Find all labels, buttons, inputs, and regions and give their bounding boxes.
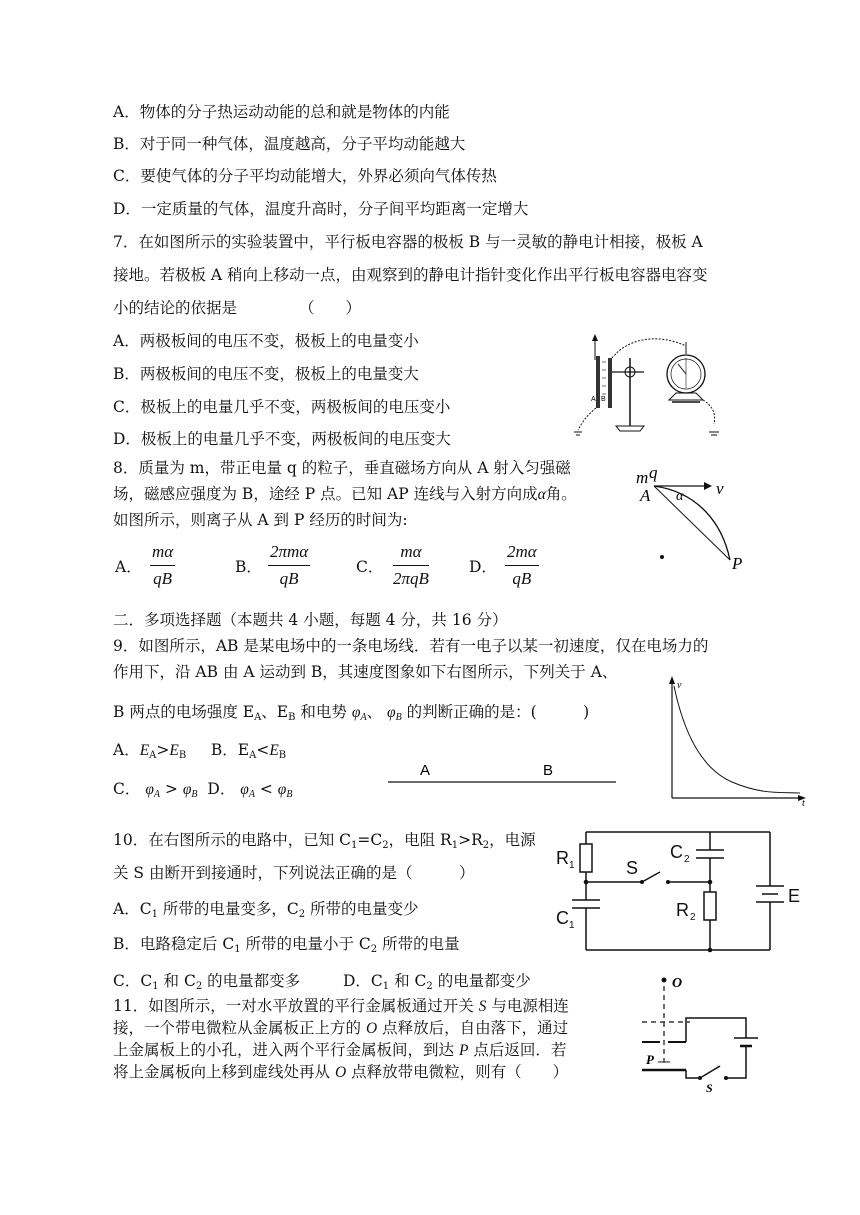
q10-option-d: D．$C_1$ 和 $C_2$ 的电量都变少 [343, 972, 531, 992]
q9-stem-line1: 9．如图所示，AB 是某电场中的一条电场线．若有一电子以某一初速度，仅在电场力的 [113, 637, 709, 655]
svg-text:R: R [556, 848, 569, 868]
svg-text:C: C [670, 842, 683, 862]
q8-option-b-label: B． [235, 558, 262, 576]
q8-option-c-formula: mα 2πqB [393, 542, 429, 588]
svg-text:A: A [640, 486, 651, 505]
q6-option-c: C．要使气体的分子平均动能增大，外界必须向气体传热 [113, 167, 497, 185]
q10-stem-line1: 10．在右图所示的电路中，已知 $C_1=C_2$，电阻 $R_1>R_2$，电源 [113, 831, 536, 851]
q10-option-a: A．$C_1$ 所带的电量变多，$C_2$ 所带的电量变少 [113, 900, 419, 920]
section-title: 二．多项选择题（本题共 4 小题，每题 4 分，共 16 分） [113, 611, 508, 629]
q11-stem-line3: 上金属板上的小孔，进入两个平行金属板间，到达 P 点后返回．若 [113, 1041, 567, 1059]
svg-text:1: 1 [569, 860, 575, 871]
svg-text:m: m [636, 468, 649, 487]
svg-text:E: E [788, 886, 801, 906]
svg-text:A: A [591, 396, 596, 403]
q7-electrometer-figure [568, 328, 733, 443]
q11-stem-line2: 接，一个带电微粒从金属板正上方的 O 点释放后，自由落下，通过 [113, 1019, 569, 1037]
q10-circuit-diagram [552, 826, 812, 956]
svg-text:2: 2 [690, 912, 696, 923]
svg-text:P: P [646, 1052, 654, 1067]
q8-option-a-formula: mα qB [152, 542, 174, 588]
q7-stem-line2: 接地。若极板 A 稍向上移动一点，由观察到的静电计指针变化作出平行板电容器电容变 [113, 266, 708, 284]
svg-text:S: S [706, 1081, 713, 1095]
q8-option-c-label: C． [356, 558, 384, 576]
svg-text:v: v [677, 680, 682, 691]
q9-field-line-figure [388, 760, 618, 790]
q11-plates-figure [640, 966, 780, 1096]
q9-option-ab: A．$E_A>E_B$ B．$E_A<E_B$ [113, 741, 287, 761]
q10-stem-line2: 关 S 由断开到接通时，下列说法正确的是（ ） [113, 864, 475, 882]
svg-text:2: 2 [684, 854, 690, 865]
q8-option-d-label: D． [469, 558, 497, 576]
q8-trajectory-figure [632, 462, 772, 577]
q11-stem-line4: 将上金属板向上移到虚线处再从 O 点释放带电微粒，则有（ ） [113, 1063, 569, 1081]
svg-text:B: B [543, 762, 554, 779]
q9-option-cd: C． $\varphi_A > \varphi_B$ D． $\varphi_A < \varphi_B$ [113, 780, 293, 800]
svg-text:α: α [676, 489, 684, 504]
q7-option-b: B．两极板间的电压不变，极板上的电量变大 [113, 365, 419, 383]
q9-stem-line3: B 两点的电场强度 $E_A$、$E_B$ 和电势 $\varphi_A$、 $\varphi_B$ 的判断正确的是：( ) [113, 703, 590, 723]
svg-text:C: C [556, 908, 569, 928]
q8-stem-line3: 如图所示，则离子从 A 到 P 经历的时间为: [113, 511, 408, 529]
q7-option-a: A．两极板间的电压不变，极板上的电量变小 [113, 332, 419, 350]
svg-text:O: O [672, 976, 683, 991]
q10-option-b: B．电路稳定后 $C_1$ 所带的电量小于 $C_2$ 所带的电量 [113, 935, 460, 955]
svg-text:S: S [626, 858, 639, 878]
q9-velocity-graph [662, 674, 812, 809]
svg-text:v: v [716, 479, 724, 498]
q6-option-a: A．物体的分子热运动动能的总和就是物体的内能 [113, 103, 450, 121]
svg-text:R: R [676, 900, 689, 920]
q7-stem-line1: 7．在如图所示的实验装置中，平行板电容器的极板 B 与一灵敏的静电计相接，极板 A [113, 233, 703, 251]
svg-text:q: q [649, 463, 658, 482]
q8-option-b-formula: 2πmα qB [270, 542, 309, 588]
q8-stem-line2: 场，磁感应强度为 B，途经 P 点。已知 AP 连线与入射方向成α角。 [113, 485, 577, 503]
q8-option-d-formula: 2mα qB [507, 542, 537, 588]
svg-text:1: 1 [569, 920, 575, 931]
q7-option-d: D．极板上的电量几乎不变，两极板间的电压变大 [113, 430, 451, 448]
q10-option-c: C．$C_1$ 和 $C_2$ 的电量都变多 [113, 972, 301, 992]
q9-stem-line2: 作用下，沿 AB 由 A 运动到 B，其速度图象如下右图所示，下列关于 A、 [113, 663, 618, 681]
q6-option-b: B．对于同一种气体，温度越高，分子平均动能越大 [113, 135, 466, 153]
q7-stem-line3: 小的结论的依据是 （ ） [113, 299, 362, 317]
q6-option-d: D．一定质量的气体，温度升高时，分子间平均距离一定增大 [113, 200, 529, 218]
svg-text:A: A [420, 762, 431, 779]
q7-option-c: C．极板上的电量几乎不变，两极板间的电压变小 [113, 398, 451, 416]
q11-stem-line1: 11．如图所示，一对水平放置的平行金属板通过开关 S 与电源相连 [113, 997, 569, 1015]
svg-text:B: B [601, 396, 606, 403]
svg-text:P: P [732, 554, 743, 573]
answer-blank: （ ） [299, 299, 362, 317]
svg-text:t: t [802, 798, 805, 809]
q8-stem-line1: 8．质量为 m，带正电量 q 的粒子，垂直磁场方向从 A 射入匀强磁 [113, 459, 571, 477]
q8-option-a-label: A． [115, 558, 142, 576]
